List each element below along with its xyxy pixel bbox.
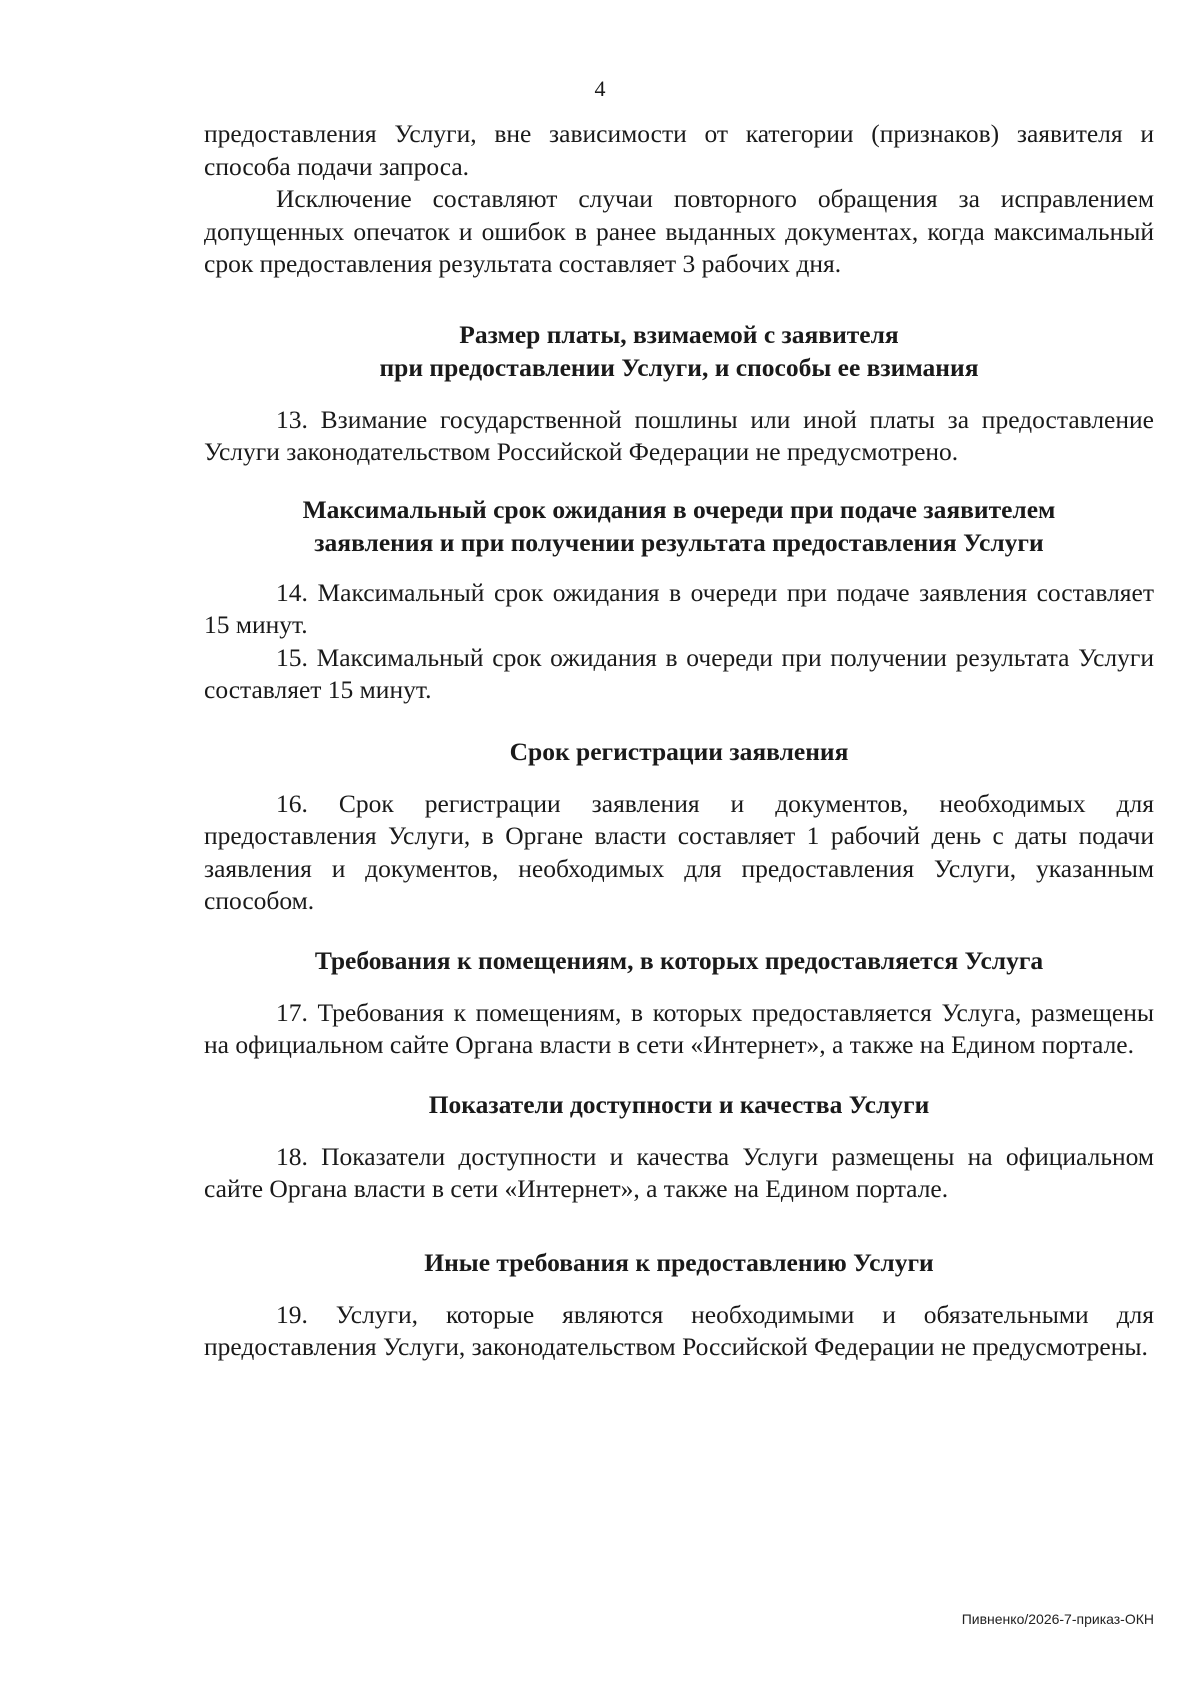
- heading-queue: [204, 493, 1154, 559]
- paragraph-17: 17. Требования к помещениям, в которых предоставляется Услуга, размещены на официальном сайте Органа власти в сети «Интернет», а также на Едином портале.: [204, 997, 1154, 1059]
- paragraph-18: 18. Показатели доступности и качества Услуги размещены на официальном сайте Органа власти в сети «Интернет», а также на Едином портале.: [204, 1141, 1154, 1203]
- heading-registration: Срок регистрации заявления: [509, 736, 849, 766]
- paragraph-13: 13. Взимание государственной пошлины или иной платы за предоставление Услуги законодательством Российской Федерации не предусмотрено.: [204, 404, 1154, 466]
- document-body: [204, 118, 1154, 1364]
- heading-fee: [204, 318, 1154, 384]
- heading-queue-line-1: Максимальный срок ожидания в очереди при подаче заявителем: [302, 494, 1056, 524]
- paragraph-15: 15. Максимальный срок ожидания в очереди при получении результата Услуги составляет 15 минут.: [204, 642, 1154, 704]
- heading-premises: Требования к помещениям, в которых предоставляется Услуга: [314, 945, 1044, 975]
- paragraph-exception: Исключение составляют случаи повторного обращения за исправлением допущенных опечаток и ошибок в ранее выданных документах, когда максимальный срок предоставления результата составляет 3 рабочих дня.: [204, 184, 1154, 278]
- paragraph-19: 19. Услуги, которые являются необходимыми и обязательными для предоставления Услуги, законодательством Российской Федерации не предусмотрены.: [204, 1299, 1154, 1361]
- document-registration-code: Пивненко/2026-7-приказ-ОКН: [961, 1611, 1154, 1627]
- page-number: 4: [594, 76, 606, 101]
- heading-quality: Показатели доступности и качества Услуги: [428, 1089, 930, 1119]
- paragraph-intro-continuation: предоставления Услуги, вне зависимости от категории (признаков) заявителя и способа подачи запроса.: [204, 119, 1154, 181]
- heading-queue-line-2: заявления и при получении результата предоставления Услуги: [314, 527, 1044, 557]
- paragraph-14: 14. Максимальный срок ожидания в очереди при подаче заявления составляет 15 минут.: [204, 577, 1154, 639]
- heading-fee-line-1: Размер платы, взимаемой с заявителя: [459, 319, 899, 349]
- paragraph-16: 16. Срок регистрации заявления и документов, необходимых для предоставления Услуги, в Органе власти составляет 1 рабочий день с даты подачи заявления и документов, необходимых для предоставления Услуги, указанным способом.: [204, 788, 1154, 915]
- heading-fee-line-2: при предоставлении Услуги, и способы ее взимания: [379, 352, 979, 382]
- heading-other-requirements: Иные требования к предоставлению Услуги: [424, 1247, 934, 1277]
